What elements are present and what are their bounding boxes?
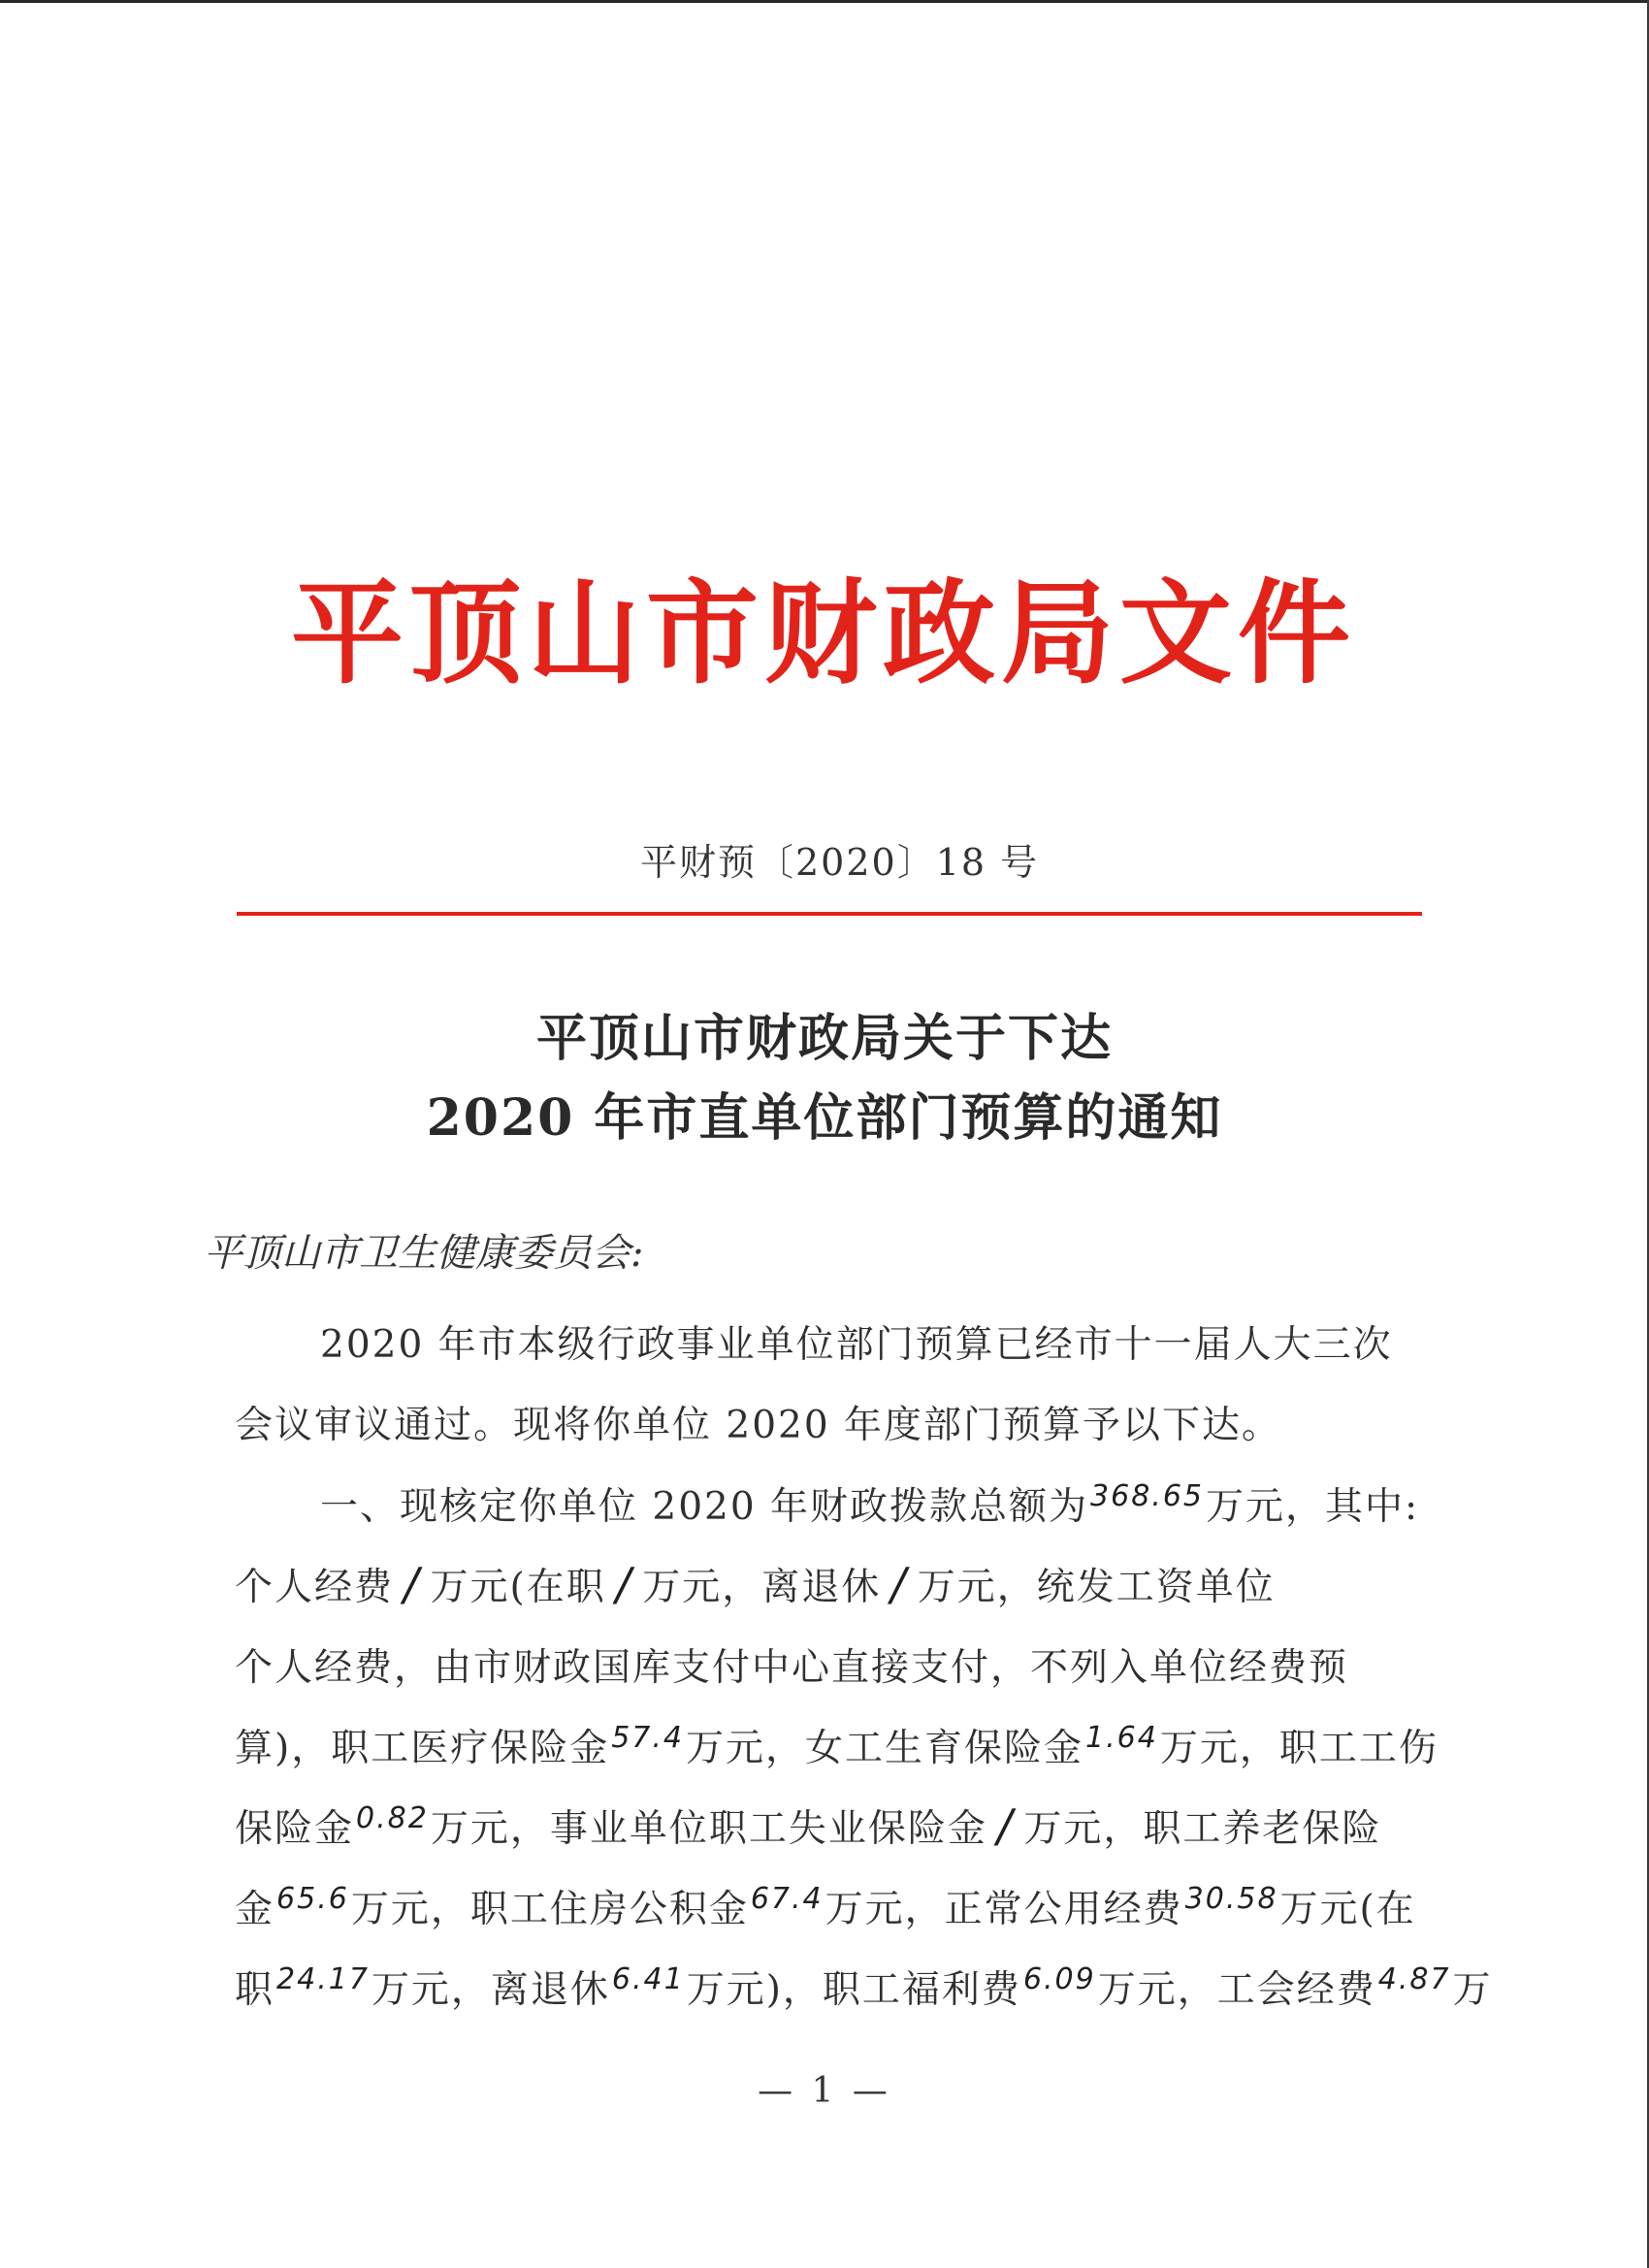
text: 万元，职工养老保险 [1023, 1807, 1382, 1851]
text: 万元，正常公用经费 [824, 1888, 1183, 1931]
text: 算)，职工医疗保险金 [235, 1727, 610, 1770]
handwritten-slash: / [404, 1558, 421, 1610]
scan-edge-top [0, 0, 1649, 3]
handwritten-amount: 4.87 [1377, 1962, 1451, 1996]
text: 万元，职工住房公积金 [350, 1888, 749, 1931]
text: 万元，事业单位职工失业保险金 [430, 1807, 987, 1851]
text: 万元，女工生育保险金 [686, 1727, 1084, 1770]
handwritten-slash: / [615, 1558, 633, 1610]
text: 万元，工会经费 [1097, 1968, 1376, 2012]
document-number: 平财预〔2020〕18 号 [640, 841, 1040, 884]
text: 万元，职工工伤 [1159, 1727, 1439, 1770]
text: 保险金 [235, 1807, 355, 1851]
addressee-handwritten: 平顶山市卫生健康委员会: [204, 1231, 644, 1276]
text: 万元(在职 [430, 1566, 606, 1609]
text: 金 [235, 1888, 275, 1931]
handwritten-amount: 67.4 [750, 1882, 824, 1916]
paragraph-1-line-1: 2020 年市本级行政事业单位部门预算已经市十一届人大三次 [320, 1323, 1393, 1367]
handwritten-slash: / [996, 1799, 1015, 1852]
text: 万 [1452, 1968, 1493, 2012]
text: 万元)，职工福利费 [686, 1968, 1021, 2012]
handwritten-amount: 1.64 [1085, 1721, 1158, 1755]
title-line-2: 2020 年市直单位部门预算的通知 [426, 1088, 1223, 1148]
handwritten-total-amount: 368.65 [1090, 1479, 1205, 1513]
paragraph-2-line-7 [235, 1960, 1493, 2014]
text: 一、现核定你单位 2020 年财政拨款总额为 [320, 1485, 1089, 1529]
page-number: — 1 — [758, 2071, 891, 2111]
text: 万元，统发工资单位 [917, 1566, 1276, 1609]
red-divider [237, 912, 1422, 916]
text: 个人经费 [235, 1566, 395, 1609]
handwritten-slash: / [890, 1558, 908, 1610]
handwritten-amount: 6.09 [1022, 1962, 1096, 1996]
handwritten-amount: 65.6 [276, 1882, 349, 1916]
handwritten-amount: 24.17 [276, 1962, 370, 1996]
paragraph-2-line-5 [235, 1798, 1381, 1853]
paragraph-2-line-3: 个人经费，由市财政国库支付中心直接支付，不列入单位经费预 [235, 1646, 1349, 1690]
paragraph-2-line-6 [235, 1879, 1416, 1933]
handwritten-amount: 6.41 [611, 1962, 685, 1996]
paragraph-2-line-4 [235, 1718, 1439, 1772]
paragraph-2-line-2 [235, 1557, 1276, 1611]
title-line-1: 平顶山市财政局关于下达 [535, 1009, 1113, 1068]
paragraph-2-line-1 [320, 1476, 1419, 1531]
text: 万元，离退休 [642, 1566, 882, 1609]
handwritten-amount: 30.58 [1184, 1882, 1278, 1916]
handwritten-amount: 57.4 [611, 1721, 685, 1755]
handwritten-amount: 0.82 [356, 1801, 429, 1835]
text: 万元，其中: [1206, 1485, 1420, 1529]
text: 职 [235, 1968, 275, 2012]
paragraph-1-line-2: 会议审议通过。现将你单位 2020 年度部门预算予以下达。 [235, 1404, 1282, 1447]
masthead: 平顶山市财政局文件 [291, 568, 1356, 699]
text: 万元(在 [1279, 1888, 1416, 1931]
text: 万元，离退休 [371, 1968, 610, 2012]
